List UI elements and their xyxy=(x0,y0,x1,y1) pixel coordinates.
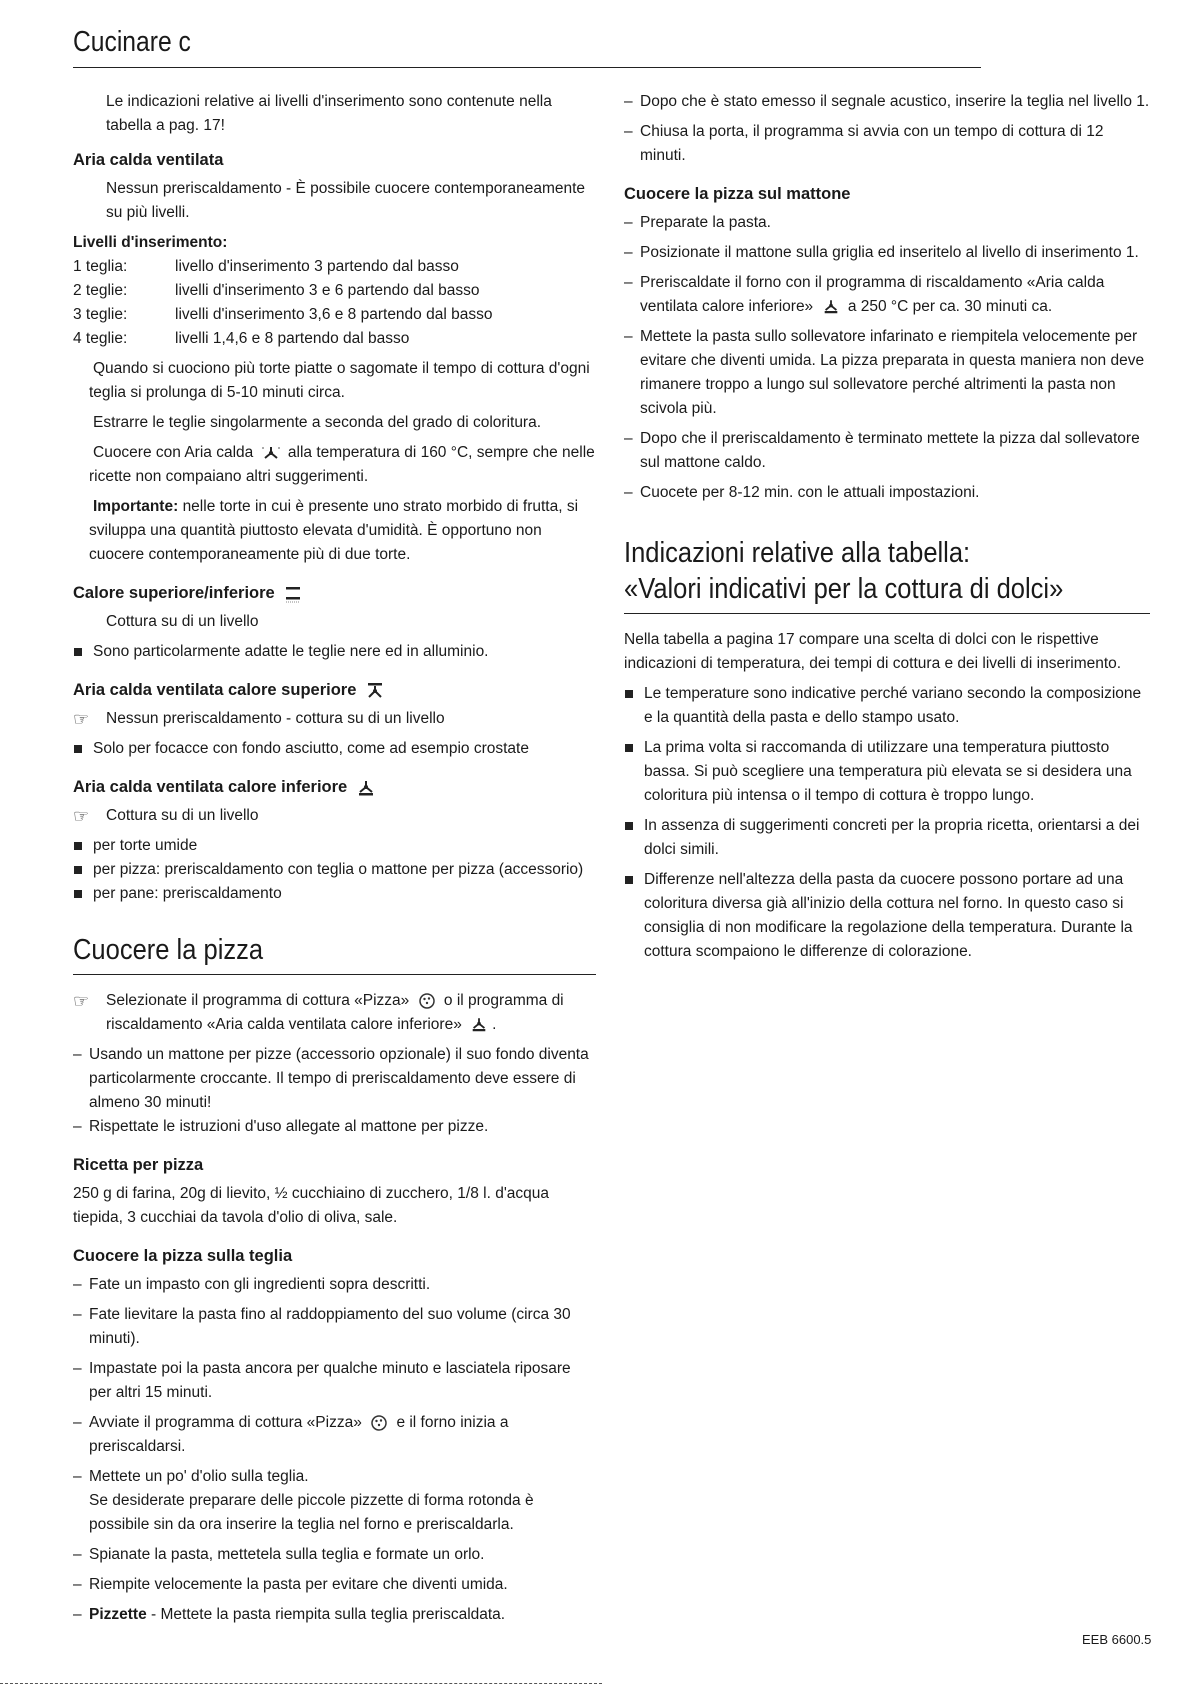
list-item xyxy=(624,736,1150,808)
pointing-hand-icon: ☞ xyxy=(73,806,90,826)
livelli-key: 3 teglie: xyxy=(73,306,128,323)
hand-text-a: Selezionate il programma di cottura «Pizza» xyxy=(106,992,410,1009)
list-item: – Preparate la pasta. xyxy=(624,211,1150,235)
right-column xyxy=(624,90,1150,964)
heading-acv-sup-text: Aria calda ventilata calore superiore xyxy=(73,681,357,699)
pizza-program-icon xyxy=(370,1414,388,1432)
pizzette-label: Pizzette xyxy=(89,1606,147,1623)
bullet-text: La prima volta si raccomanda di utilizzare una temperatura piuttosto bassa. Si può scegliere una temperatura più elevata se si desidera una coloritura più intensa o il tempo di cottura è troppo lungo. xyxy=(644,739,1132,804)
heading-teglia: Cuocere la pizza sulla teglia xyxy=(73,1247,293,1265)
importante-text: nelle torte in cui è presente uno strato morbido di frutta, si sviluppa una quantità piuttosto elevata d'umidità. È opportuno non cuocere contemporaneamente più di due torte. xyxy=(89,498,579,563)
bullet-text: Le temperature sono indicative perché variano secondo la composizione e la quantità della pasta e dello stampo usato. xyxy=(644,685,1142,726)
bullet-square-icon xyxy=(625,876,633,884)
list-item xyxy=(73,1465,596,1537)
heading-livelli: Livelli d'inserimento: xyxy=(73,234,228,251)
list-item xyxy=(73,804,596,828)
livelli-key: 2 teglie: xyxy=(73,282,128,299)
bullet-square-icon xyxy=(625,744,633,752)
hand-text-c: . xyxy=(492,1016,497,1033)
list-item xyxy=(73,640,596,664)
teglia-5b: Se desiderate preparare delle piccole pizzette di forma rotonda è possibile sin da ora inserire la teglia nel forno e preriscaldarla. xyxy=(89,1492,534,1533)
bullet-text: per torte umide xyxy=(93,837,198,854)
para-cuocere-b: alla temperatura di 160 °C, sempre che nelle ricette non compaiano altri suggerimenti. xyxy=(89,444,595,485)
para-estrarre: Estrarre le teglie singolarmente a seconda del grado di coloritura. xyxy=(93,414,542,431)
heading-aria-calda: Aria calda ventilata xyxy=(73,151,224,169)
bullet-square-icon xyxy=(74,890,82,898)
para-importante xyxy=(73,495,596,567)
livelli-value: livelli 1,4,6 e 8 partendo dal basso xyxy=(175,330,410,347)
list-item: – Impastate poi la pasta ancora per qualche minuto e lasciatela riposare per altri 15 minuti. xyxy=(73,1357,596,1405)
heading-cuocere-pizza: Cuocere la pizza xyxy=(73,934,264,966)
livelli-table xyxy=(73,255,492,351)
heading-acv-inf-text: Aria calda ventilata calore inferiore xyxy=(73,778,348,796)
table-row xyxy=(73,327,492,351)
list-item xyxy=(624,271,1150,319)
indicazioni-intro: Nella tabella a pagina 17 compare una scelta di dolci con le rispettive indicazioni di temperatura, dei tempi di cottura e dei livelli di inserimento. xyxy=(624,631,1122,672)
list-item xyxy=(624,682,1150,730)
hand-text: Nessun preriscaldamento - cottura su di un livello xyxy=(106,710,445,727)
bullet-text: per pizza: preriscaldamento con teglia o mattone per pizza (accessorio) xyxy=(93,861,584,878)
heading-indicazioni-2: «Valori indicativi per la cottura di dolci» xyxy=(624,573,1064,605)
livelli-value: livelli d'inserimento 3 e 6 partendo dal basso xyxy=(175,282,480,299)
list-item xyxy=(73,882,596,906)
list-item: – Dopo che è stato emesso il segnale acustico, inserire la teglia nel livello 1. xyxy=(624,90,1150,114)
pizzette-text: - Mettete la pasta riempita sulla teglia preriscaldata. xyxy=(146,1606,506,1623)
fan-icon xyxy=(262,445,280,461)
bullet-square-icon xyxy=(74,648,82,656)
teglia-4b: e il forno inizia a preriscaldarsi. xyxy=(89,1414,509,1455)
bullet-square-icon xyxy=(74,745,82,753)
fan-top-heat-icon xyxy=(365,682,385,700)
para-cuocere xyxy=(73,441,596,489)
livelli-value: livelli d'inserimento 3,6 e 8 partendo dal basso xyxy=(175,306,493,323)
hand-text: Cottura su di un livello xyxy=(106,807,259,824)
ricetta-text: 250 g di farina, 20g di lievito, ½ cucchiaino di zucchero, 1/8 l. d'acqua tiepida, 3 cucchiai da tavola d'olio di oliva, sale. xyxy=(73,1185,550,1226)
pointing-hand-icon: ☞ xyxy=(73,709,90,729)
list-item-continued xyxy=(73,1115,596,1139)
section-rule xyxy=(73,974,596,975)
bullet-text: In assenza di suggerimenti concreti per la propria ricetta, orientarsi a dei dolci simili. xyxy=(644,817,1140,858)
left-column xyxy=(73,90,596,1627)
bullet-text: Solo per focacce con fondo asciutto, come ad esempio crostate xyxy=(93,740,529,757)
bullet-text: per pane: preriscaldamento xyxy=(93,885,282,902)
list-item xyxy=(624,868,1150,964)
list-item xyxy=(73,858,596,882)
list-item xyxy=(624,814,1150,862)
table-row xyxy=(73,303,492,327)
footer-rule xyxy=(0,1683,602,1684)
importante-label: Importante: xyxy=(93,498,179,515)
bullet-square-icon xyxy=(74,842,82,850)
list-item xyxy=(73,1411,596,1459)
heading-acv-inf xyxy=(73,775,596,799)
list-item xyxy=(73,834,596,858)
heading-indicazioni-1: Indicazioni relative alla tabella: xyxy=(624,537,971,569)
fan-bottom-heat-icon xyxy=(470,1016,488,1033)
sup-inf-text: Cottura su di un livello xyxy=(106,613,259,630)
top-bottom-heat-icon xyxy=(283,585,303,603)
livelli-value: livello d'inserimento 3 partendo dal basso xyxy=(175,258,459,275)
bullet-square-icon xyxy=(625,822,633,830)
list-item: – Spianate la pasta, mettetela sulla teglia e formate un orlo. xyxy=(73,1543,596,1567)
table-row xyxy=(73,279,492,303)
list-item: – Usando un mattone per pizze (accessorio opzionale) il suo fondo diventa particolarmente croccante. Il tempo di preriscaldamento deve essere di almeno 30 minuti! xyxy=(73,1043,596,1115)
header-rule xyxy=(73,67,981,68)
fan-bottom-heat-icon xyxy=(356,779,376,797)
bullet-square-icon xyxy=(74,866,82,874)
para-cuocere-a: Cuocere con Aria calda xyxy=(93,444,254,461)
table-row xyxy=(73,255,492,279)
list-item xyxy=(73,737,596,761)
mattone-3b: a 250 °C per ca. 30 minuti ca. xyxy=(847,298,1053,315)
heading-ricetta: Ricetta per pizza xyxy=(73,1156,204,1174)
pizza-program-icon xyxy=(418,992,436,1010)
footer-code: EEB 6600.5 xyxy=(1082,1632,1152,1647)
para-quando: Quando si cuociono più torte piatte o sagomate il tempo di cottura d'ogni teglia si prolunga di 5-10 minuti circa. xyxy=(89,360,590,401)
teglia-4a: Avviate il programma di cottura «Pizza» xyxy=(89,1414,362,1431)
bullet-text: Sono particolarmente adatte le teglie nere ed in alluminio. xyxy=(93,643,489,660)
list-item xyxy=(73,989,596,1037)
intro-note: Le indicazioni relative ai livelli d'inserimento sono contenute nella tabella a pag. 17! xyxy=(106,93,552,134)
mattone-3a: Preriscaldate il forno con il programma di riscaldamento «Aria calda ventilata calore inferiore» xyxy=(640,274,1105,315)
heading-mattone: Cuocere la pizza sul mattone xyxy=(624,185,851,203)
list-item: – Chiusa la porta, il programma si avvia con un tempo di cottura di 12 minuti. xyxy=(624,120,1150,168)
page-title: Cucinare c xyxy=(73,26,191,58)
list-item: – Fate un impasto con gli ingredienti sopra descritti. xyxy=(73,1273,596,1297)
teglia-5: Mettete un po' d'olio sulla teglia. xyxy=(89,1468,309,1485)
list-item: – Posizionate il mattone sulla griglia ed inseritelo al livello di inserimento 1. xyxy=(624,241,1150,265)
section-rule xyxy=(624,613,1150,614)
hand-text-b: o il programma di riscaldamento «Aria calda ventilata calore inferiore» xyxy=(106,992,564,1033)
list-item xyxy=(73,1603,596,1627)
list-item: – Cuocete per 8-12 min. con le attuali impostazioni. xyxy=(624,481,1150,505)
list-item: – Riempite velocemente la pasta per evitare che diventi umida. xyxy=(73,1573,596,1597)
heading-acv-sup xyxy=(73,678,596,702)
list-item xyxy=(73,707,596,731)
bullet-text: Differenze nell'altezza della pasta da cuocere possono portare ad una coloritura diversa già all'inizio della cottura nel forno. In questo caso si consiglia di non modificare la regolazione della temperatura. Durante la cottura scompaiono le differenze di colorazione. xyxy=(644,871,1133,960)
list-item: – Dopo che il preriscaldamento è terminato mettete la pizza dal sollevatore sul mattone caldo. xyxy=(624,427,1150,475)
heading-sup-inf-text: Calore superiore/inferiore xyxy=(73,584,275,602)
livelli-key: 4 teglie: xyxy=(73,330,128,347)
fan-bottom-heat-icon xyxy=(822,298,840,315)
aria-calda-text: Nessun preriscaldamento - È possibile cuocere contemporaneamente su più livelli. xyxy=(106,180,586,221)
list-item: – Fate lievitare la pasta fino al raddoppiamento del suo volume (circa 30 minuti). xyxy=(73,1303,596,1351)
pointing-hand-icon: ☞ xyxy=(73,991,90,1011)
list-item: – Mettete la pasta sullo sollevatore infarinato e riempitela velocemente per evitare che diventi umida. La pizza preparata in questa maniera non deve rimanere troppo a lungo sul sollevatore perché altrimenti la pasta non scivola più. xyxy=(624,325,1150,421)
dash-continued-text: Rispettate le istruzioni d'uso allegate al mattone per pizze. xyxy=(89,1118,489,1135)
bullet-square-icon xyxy=(625,690,633,698)
livelli-key: 1 teglia: xyxy=(73,258,128,275)
heading-sup-inf xyxy=(73,581,596,605)
